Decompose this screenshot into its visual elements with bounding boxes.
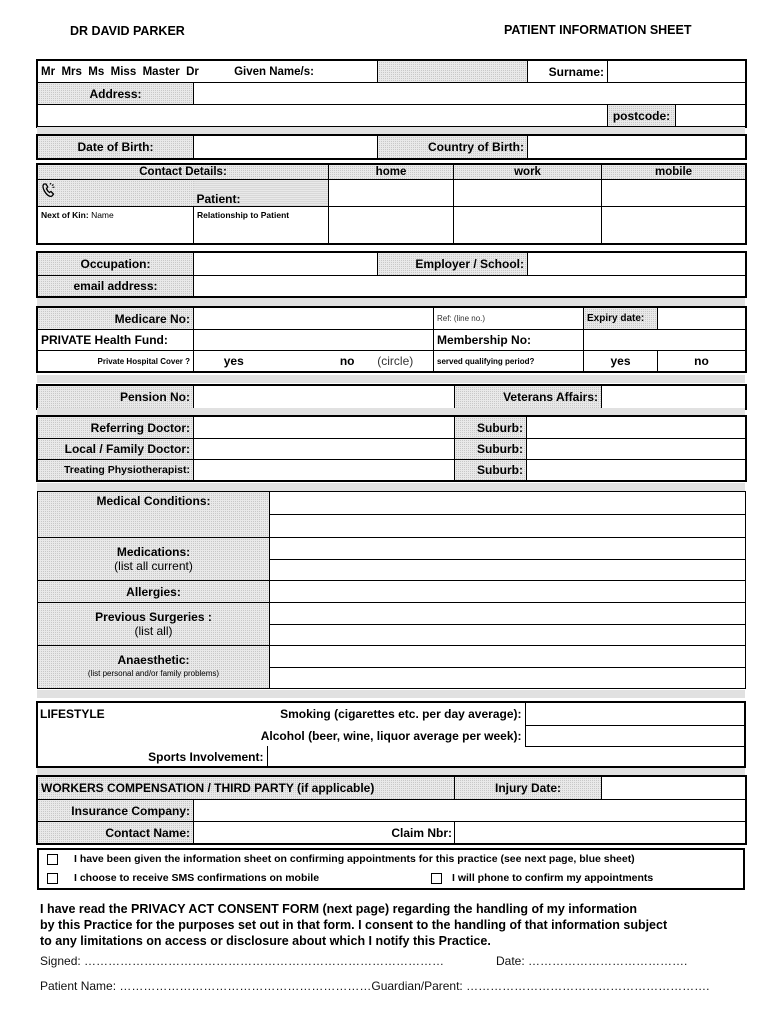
medical-conditions-line2[interactable]: [270, 515, 746, 538]
qualifying-no[interactable]: no: [658, 351, 746, 372]
address-field-line2[interactable]: [38, 105, 608, 127]
private-fund-label: PRIVATE Health Fund:: [38, 330, 194, 351]
surgeries-line1[interactable]: [270, 603, 746, 625]
dob-label: Date of Birth:: [38, 136, 194, 159]
medical-conditions-line1[interactable]: [270, 492, 746, 515]
claim-number-field[interactable]: [455, 822, 746, 844]
country-of-birth-label: Country of Birth:: [378, 136, 528, 159]
suburb-label: Suburb:: [455, 417, 527, 439]
insurance-table: [37, 307, 746, 372]
doctor-name: DR DAVID PARKER: [70, 24, 185, 38]
expiry-field[interactable]: [658, 308, 746, 330]
circle-note: (circle): [358, 351, 434, 372]
telephone-icon: [41, 182, 57, 198]
contact-details-title: Contact Details:: [38, 165, 329, 180]
mobile-column-header: mobile: [602, 165, 746, 180]
medicare-label: Medicare No:: [38, 308, 194, 330]
dob-field[interactable]: [194, 136, 378, 159]
contact-name-label: Contact Name:: [38, 822, 194, 844]
sports-field[interactable]: [267, 746, 745, 767]
separator: [37, 408, 745, 416]
contact-name-field[interactable]: [194, 822, 455, 844]
anaesthetic-line1[interactable]: [270, 646, 746, 668]
separator: [37, 768, 745, 776]
referring-suburb-field[interactable]: [527, 417, 746, 439]
injury-date-field[interactable]: [602, 777, 746, 800]
address-label: Address:: [38, 83, 194, 105]
lifestyle-table: [37, 702, 745, 767]
qualifying-yes[interactable]: yes: [584, 351, 658, 372]
smoking-field[interactable]: [525, 702, 745, 725]
occupation-field[interactable]: [194, 253, 378, 276]
surgeries-note: (list all): [134, 624, 173, 638]
lifestyle-title: LIFESTYLE: [40, 706, 105, 721]
referring-doctor-field[interactable]: [194, 417, 455, 439]
medications-note: (list all current): [114, 559, 193, 573]
separator: [37, 375, 745, 383]
postcode-label: postcode:: [608, 105, 676, 127]
physio-field[interactable]: [194, 460, 455, 481]
given-names-label: Given Name/s:: [234, 65, 314, 78]
work-column-header: work: [454, 165, 602, 180]
expiry-label: Expiry date:: [584, 308, 658, 330]
signed-line[interactable]: Signed: ………………………………………………………………………………: [40, 954, 445, 968]
hospital-cover-label: Private Hospital Cover ?: [38, 351, 194, 372]
local-suburb-field[interactable]: [527, 439, 746, 460]
patient-name-line[interactable]: Patient Name: ………………………………………………………Guardian/Parent: …………………………………………………….: [40, 979, 710, 993]
phone-cell: [38, 180, 194, 207]
separator: [37, 127, 745, 135]
next-of-kin-label[interactable]: Next of Kin: Name: [38, 207, 194, 244]
personal-details-table: [37, 60, 746, 127]
local-doctor-field[interactable]: [194, 439, 455, 460]
relationship-label[interactable]: Relationship to Patient: [194, 207, 329, 244]
kin-work-phone[interactable]: [454, 207, 602, 244]
kin-mobile-phone[interactable]: [602, 207, 746, 244]
employment-table: [37, 252, 746, 297]
ref-line-label[interactable]: Ref: (line no.): [434, 308, 584, 330]
workers-comp-table: [37, 776, 746, 844]
veterans-label: Veterans Affairs:: [455, 386, 602, 409]
patient-mobile-phone[interactable]: [602, 180, 746, 207]
info-sheet-checkbox[interactable]: [47, 854, 58, 865]
phone-checkbox[interactable]: [431, 873, 442, 884]
patient-home-phone[interactable]: [329, 180, 454, 207]
private-fund-field[interactable]: [194, 330, 434, 351]
anaesthetic-label: Anaesthetic:: [117, 653, 190, 667]
anaesthetic-cell: [38, 646, 270, 689]
privacy-statement: I have read the PRIVACY ACT CONSENT FORM (next page) regarding the handling of my information by this Practice for the purposes set out in that form. I consent to the handling of that information subject to any limitations on access or disclosure about which I notify this Practice.: [40, 902, 668, 948]
consent-info-sheet[interactable]: I have been given the information sheet on confirming appointments for this practice (see next page, blue sheet): [47, 853, 635, 865]
separator: [37, 298, 745, 306]
medical-table: [37, 491, 746, 689]
local-doctor-label: Local / Family Doctor:: [38, 439, 194, 460]
medications-cell: [38, 538, 270, 581]
surname-field[interactable]: [608, 61, 746, 83]
consent-sms[interactable]: I choose to receive SMS confirmations on mobile: [47, 872, 319, 884]
medicare-field[interactable]: [194, 308, 434, 330]
allergies-label: Allergies:: [38, 581, 270, 603]
pension-label: Pension No:: [38, 386, 194, 409]
membership-field[interactable]: [584, 330, 746, 351]
medical-conditions-label: Medical Conditions:: [38, 492, 270, 538]
birth-details-table: [37, 135, 746, 159]
title-options[interactable]: Mr Mrs Ms Miss Master Dr Given Name/s:: [38, 61, 378, 83]
surgeries-cell: [38, 603, 270, 646]
anaesthetic-note: (list personal and/or family problems): [87, 669, 220, 678]
veterans-field[interactable]: [602, 386, 746, 409]
qualifying-period-label: served qualifying period?: [434, 351, 584, 372]
date-line[interactable]: Date: ………………………………….: [496, 954, 688, 968]
doctors-table: [37, 416, 746, 481]
anaesthetic-line2[interactable]: [270, 668, 746, 689]
medications-line1[interactable]: [270, 538, 746, 560]
patient-phone-label: Patient:: [194, 180, 329, 207]
surgeries-label: Previous Surgeries :: [95, 610, 212, 624]
address-field-line1[interactable]: [194, 83, 746, 105]
medications-line2[interactable]: [270, 560, 746, 581]
hospital-cover-no[interactable]: no: [274, 351, 358, 372]
referring-doctor-label: Referring Doctor:: [38, 417, 194, 439]
patient-work-phone[interactable]: [454, 180, 602, 207]
contact-details-table: [37, 164, 746, 244]
country-of-birth-field[interactable]: [528, 136, 746, 159]
surname-label: Surname:: [528, 61, 608, 83]
workers-comp-title: WORKERS COMPENSATION / THIRD PARTY (if applicable): [38, 777, 455, 800]
allergies-field[interactable]: [270, 581, 746, 603]
membership-label: Membership No:: [434, 330, 584, 351]
physio-label: Treating Physiotherapist:: [38, 460, 194, 481]
hospital-cover-yes[interactable]: yes: [194, 351, 274, 372]
home-column-header: home: [329, 165, 454, 180]
email-field[interactable]: [194, 276, 746, 297]
employer-label: Employer / School:: [378, 253, 528, 276]
employer-field[interactable]: [528, 253, 746, 276]
sports-label: Sports Involvement:: [148, 749, 264, 764]
separator: [37, 690, 745, 698]
separator: [37, 483, 745, 491]
insurance-company-field[interactable]: [194, 800, 746, 822]
form-title: PATIENT INFORMATION SHEET: [504, 23, 692, 37]
pension-table: [37, 385, 746, 409]
given-names-field[interactable]: [378, 61, 528, 83]
injury-date-label: Injury Date:: [455, 777, 602, 800]
medications-label: Medications:: [116, 545, 191, 559]
alcohol-field[interactable]: [525, 725, 745, 746]
alcohol-label: Alcohol (beer, wine, liquor average per week):: [260, 728, 522, 743]
claim-number-label: Claim Nbr:: [391, 825, 453, 840]
consent-phone[interactable]: I will phone to confirm my appointments: [431, 872, 653, 884]
consent-box: [37, 848, 745, 890]
physio-suburb-field[interactable]: [527, 460, 746, 481]
surgeries-line2[interactable]: [270, 625, 746, 646]
email-label: email address:: [38, 276, 194, 297]
suburb-label: Suburb:: [455, 439, 527, 460]
occupation-label: Occupation:: [38, 253, 194, 276]
smoking-label: Smoking (cigarettes etc. per day average):: [280, 706, 522, 721]
postcode-field[interactable]: [676, 105, 746, 127]
insurance-company-label: Insurance Company:: [38, 800, 194, 822]
kin-home-phone[interactable]: [329, 207, 454, 244]
sms-checkbox[interactable]: [47, 873, 58, 884]
pension-field[interactable]: [194, 386, 455, 409]
suburb-label: Suburb:: [455, 460, 527, 481]
